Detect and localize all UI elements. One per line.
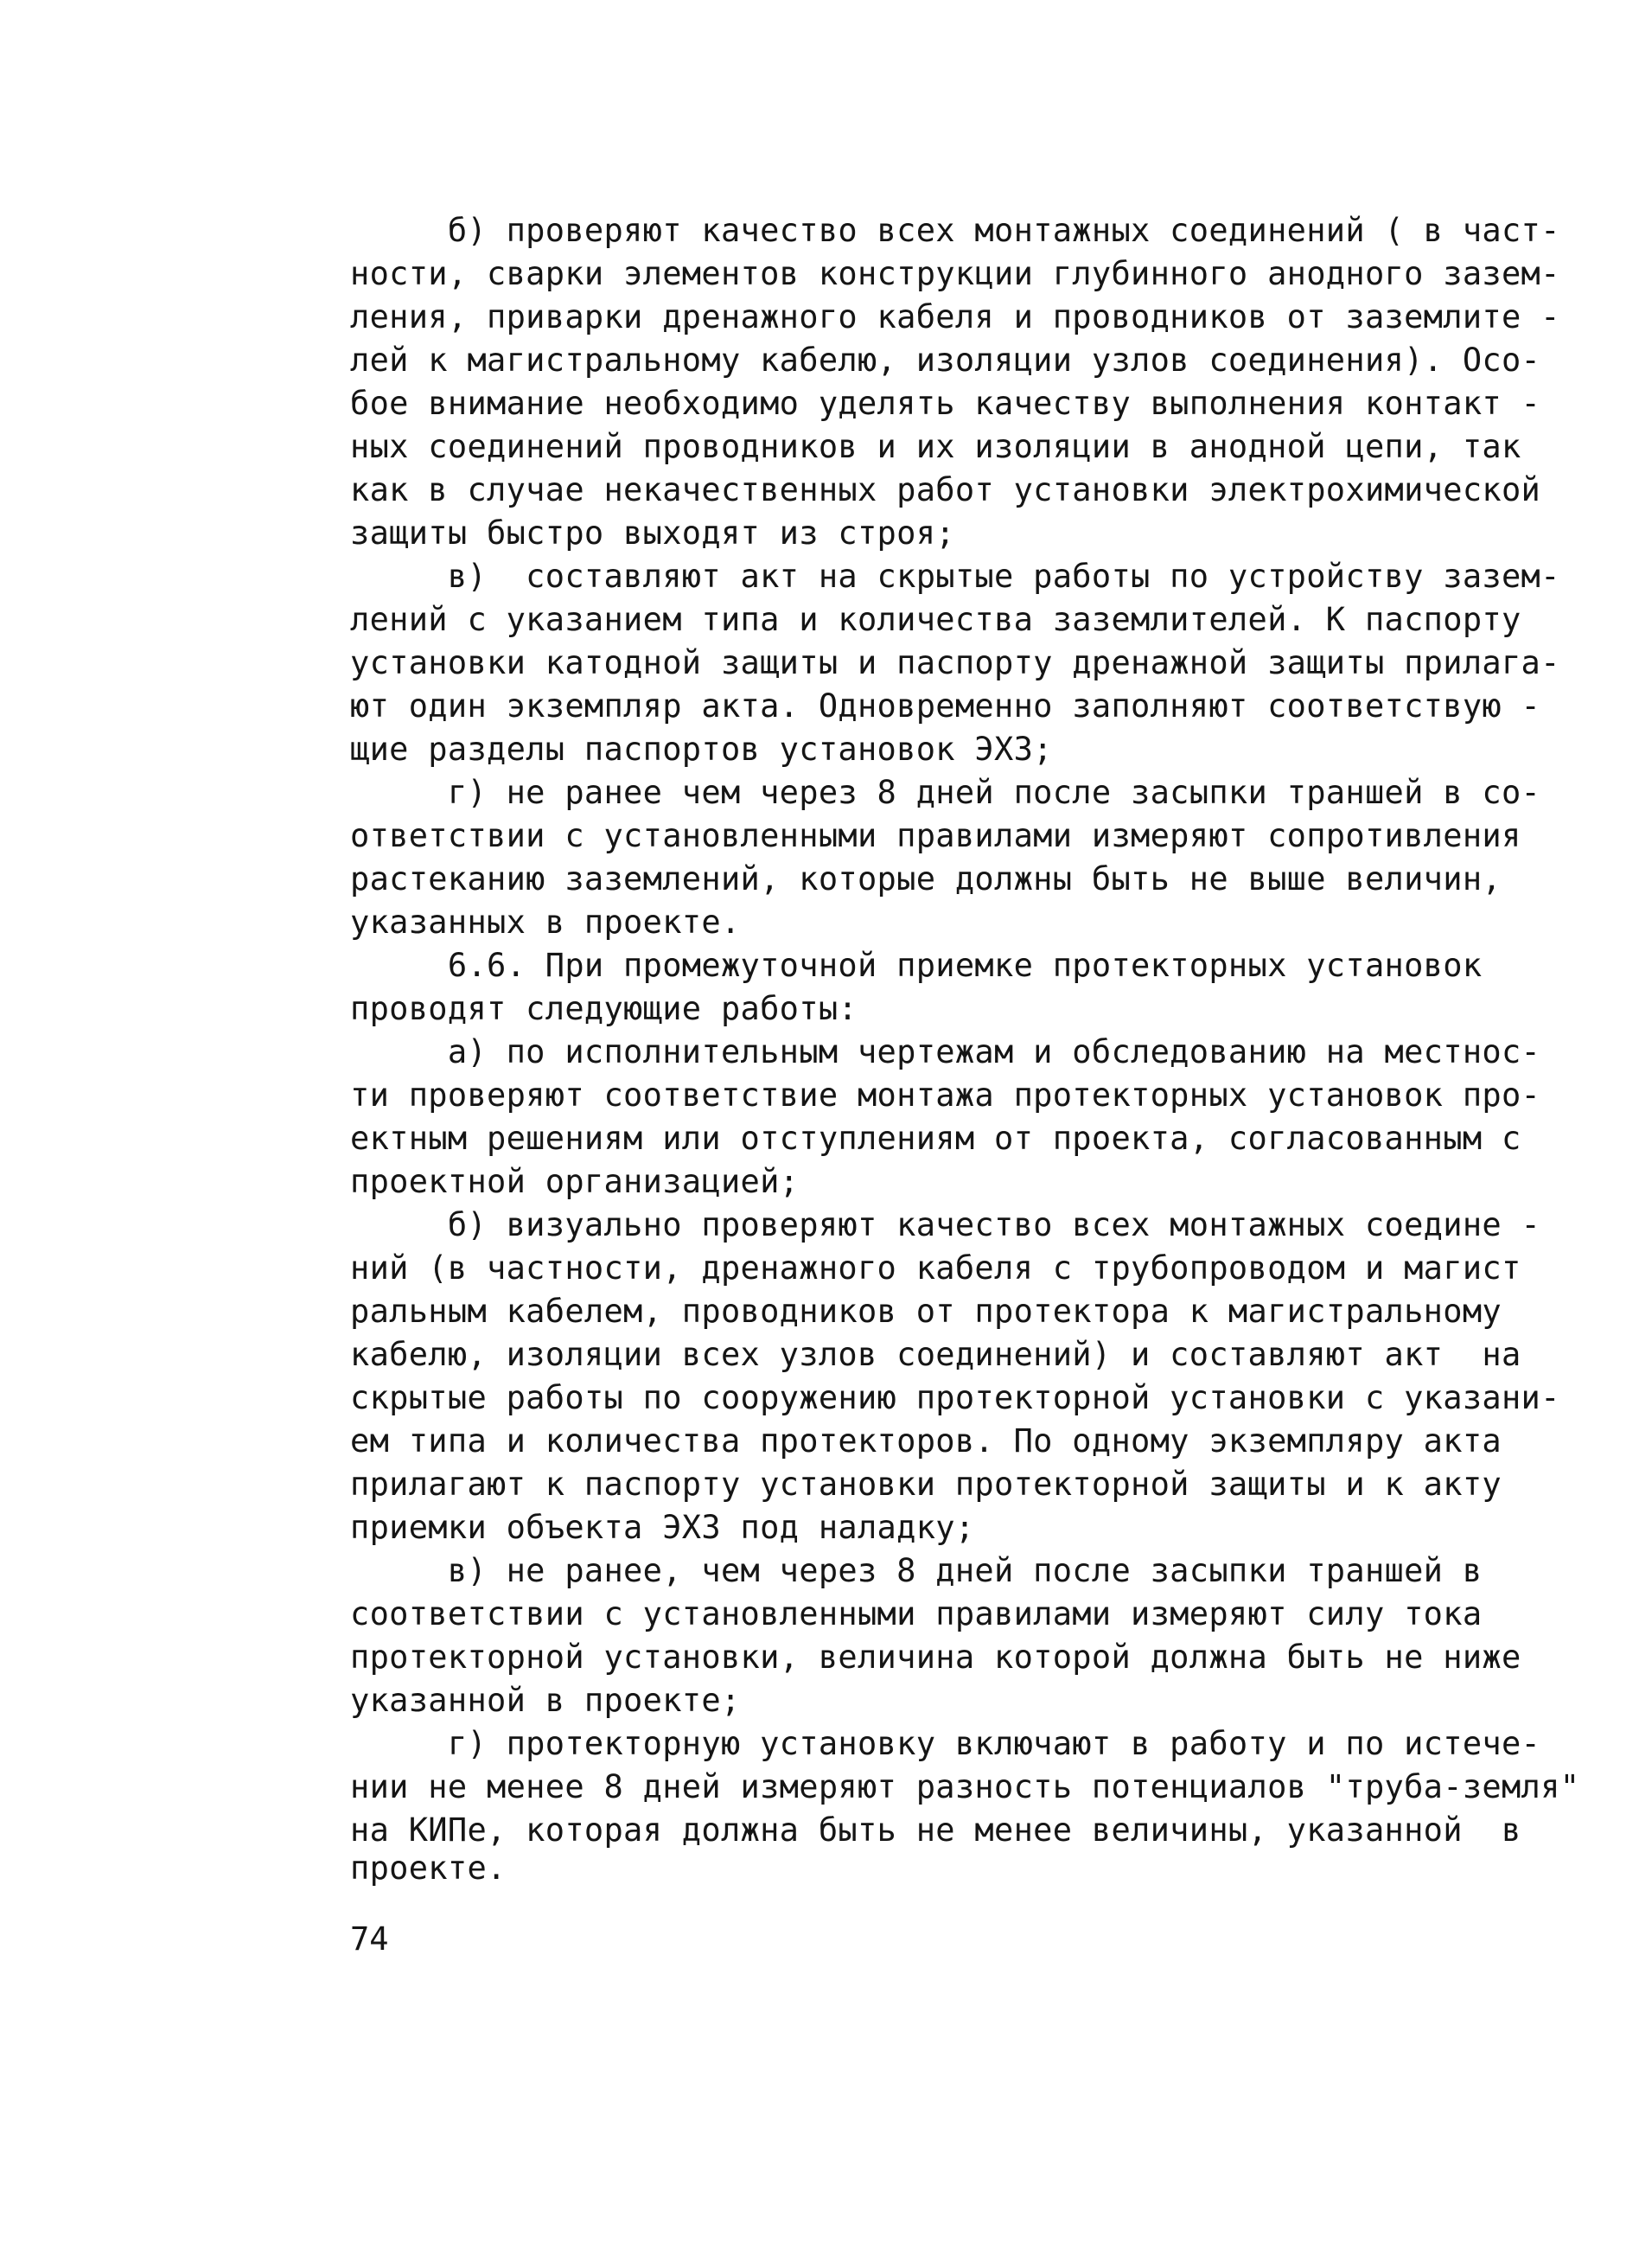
text-line: ектным решениям или отступлениям от проекта, согласованным с <box>350 1120 1521 1157</box>
text-line: бое внимание необходимо уделять качеству выполнения контакт - <box>350 385 1541 422</box>
text-line: соответствии с установленными правилами измеряют силу тока <box>350 1595 1483 1632</box>
text-line: лей к магистральному кабелю, изоляции узлов соединения). Осо- <box>350 342 1541 379</box>
text-line: щие разделы паспортов установок ЭХЗ; <box>350 731 1053 768</box>
text-line: как в случае некачественных работ установки электрохимической <box>350 471 1541 508</box>
text-line: лений с указанием типа и количества заземлителей. К паспорту <box>350 601 1521 638</box>
text-line: прилагают к паспорту установки протекторной защиты и к акту <box>350 1466 1502 1503</box>
text-line: ответствии с установленными правилами измеряют сопротивления <box>350 817 1521 854</box>
text-line: ральным кабелем, проводников от протектора к магистральному <box>350 1293 1502 1330</box>
text-line: протекторной установки, величина которой должна быть не ниже <box>350 1639 1521 1676</box>
text-line: на КИПе, которая должна быть не менее величины, указанной в <box>350 1811 1521 1849</box>
text-line: указанных в проекте. <box>350 904 741 941</box>
text-line: проводят следующие работы: <box>350 990 858 1027</box>
text-line: г) не ранее чем через 8 дней после засыпки траншей в со- <box>350 774 1541 811</box>
text-line: ний (в частности, дренажного кабеля с трубопроводом и магист <box>350 1249 1521 1287</box>
text-line: проекте. <box>350 1850 507 1887</box>
text-line: б) визуально проверяют качество всех монтажных соедине - <box>350 1206 1541 1243</box>
text-line: ных соединений проводников и их изоляции в анодной цепи, так <box>350 428 1521 465</box>
text-line: скрытые работы по сооружению протекторной установки с указани- <box>350 1379 1560 1416</box>
text-line: установки катодной защиты и паспорту дренажной защиты прилага- <box>350 644 1560 681</box>
text-line: растеканию заземлений, которые должны быть не выше величин, <box>350 860 1502 898</box>
text-line: ют один экземпляр акта. Одновременно заполняют соответствую - <box>350 687 1541 725</box>
text-line: приемки объекта ЭХЗ под наладку; <box>350 1509 975 1546</box>
text-line: ности, сварки элементов конструкции глубинного анодного зазем- <box>350 255 1560 292</box>
text-line: указанной в проекте; <box>350 1682 741 1719</box>
body-text <box>350 209 1580 1887</box>
text-line: ти проверяют соответствие монтажа протекторных установок про- <box>350 1077 1541 1114</box>
text-line: нии не менее 8 дней измеряют разность потенциалов "труба-земля" <box>350 1768 1580 1805</box>
text-line: ления, приварки дренажного кабеля и проводников от заземлите - <box>350 298 1560 335</box>
text-line: а) по исполнительным чертежам и обследованию на местнос- <box>350 1033 1541 1070</box>
text-line: проектной организацией; <box>350 1163 800 1200</box>
text-line: г) протекторную установку включают в работу и по истече- <box>350 1725 1541 1762</box>
text-line: защиты быстро выходят из строя; <box>350 514 955 552</box>
text-line: кабелю, изоляции всех узлов соединений) и составляют акт на <box>350 1336 1521 1373</box>
text-line: ем типа и количества протекторов. По одному экземпляру акта <box>350 1422 1502 1460</box>
text-line: б) проверяют качество всех монтажных соединений ( в част- <box>350 212 1560 249</box>
text-line: в) не ранее, чем через 8 дней после засыпки траншей в <box>350 1552 1483 1589</box>
text-line: в) составляют акт на скрытые работы по устройству зазем- <box>350 558 1560 595</box>
text-line: 6.6. При промежуточной приемке протекторных установок <box>350 947 1483 984</box>
page-number: 74 <box>350 1920 389 1958</box>
